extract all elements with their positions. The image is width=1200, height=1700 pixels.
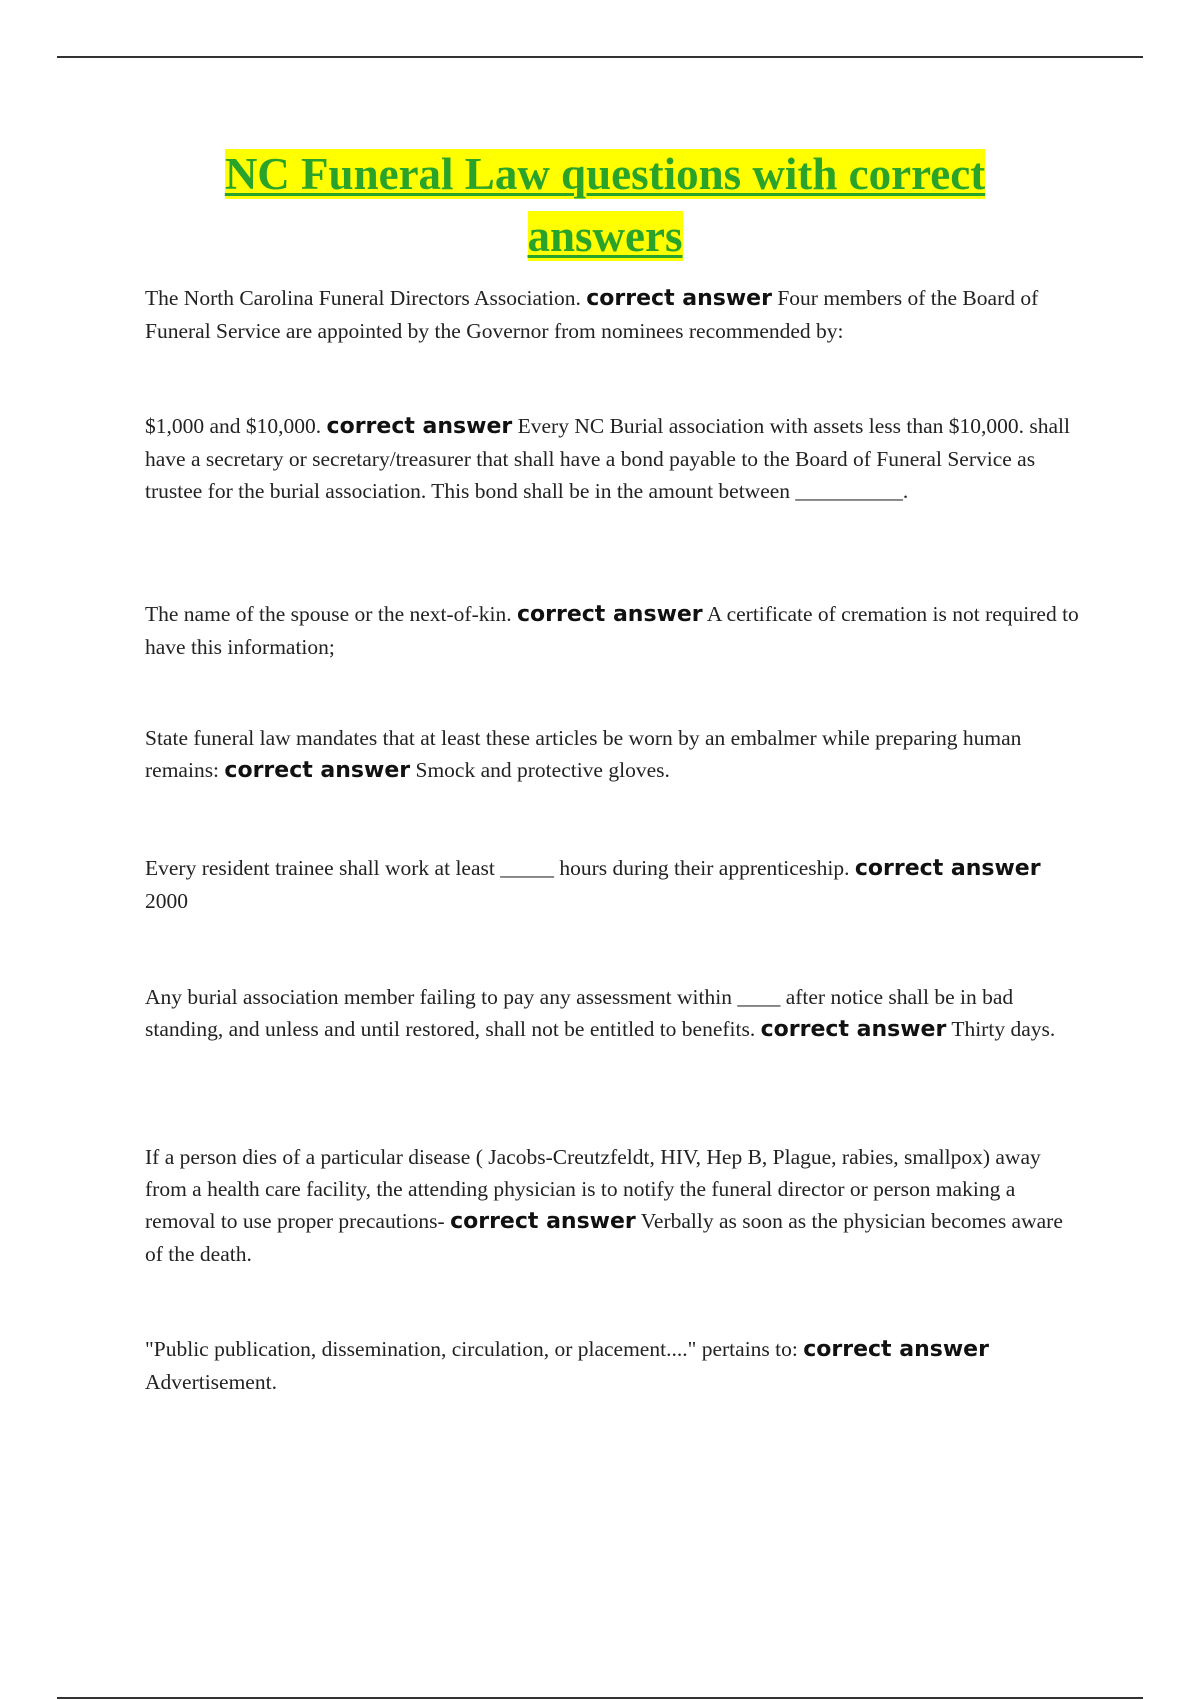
qa-entry-1 xyxy=(145,282,1085,347)
qa-entry-3 xyxy=(145,598,1085,663)
entry-tail: 2000 xyxy=(145,889,188,913)
entry-lead: The name of the spouse or the next-of-kin. xyxy=(145,602,512,626)
entry-tail: Thirty days. xyxy=(951,1017,1056,1041)
page-title-text: NC Funeral Law questions with correct answers xyxy=(224,149,986,261)
correct-answer-label: correct answer xyxy=(854,856,1041,881)
entry-lead: $1,000 and $10,000. xyxy=(145,414,322,438)
qa-entry-5 xyxy=(145,852,1085,917)
entry-tail: Smock and protective gloves. xyxy=(415,758,670,782)
entry-tail: Verbally as soon as the physician becomes aware of the death. xyxy=(145,1209,1063,1266)
correct-answer-label: correct answer xyxy=(224,758,411,783)
entry-tail: Advertisement. xyxy=(145,1370,277,1394)
entry-tail: Four members of the Board of Funeral Service are appointed by the Governor from nominees recommended by: xyxy=(145,286,1039,343)
entry-lead: Every resident trainee shall work at least _____ hours during their apprenticeship. xyxy=(145,856,850,880)
page-title xyxy=(145,143,1065,267)
qa-entry-6 xyxy=(145,981,1085,1046)
correct-answer-label: correct answer xyxy=(760,1017,947,1042)
correct-answer-label: correct answer xyxy=(326,414,513,439)
qa-entry-7 xyxy=(145,1141,1085,1270)
qa-entry-8 xyxy=(145,1333,1085,1398)
correct-answer-label: correct answer xyxy=(803,1337,989,1362)
qa-entry-4 xyxy=(145,722,1085,787)
correct-answer-label: correct answer xyxy=(586,286,772,311)
entry-tail: Every NC Burial association with assets less than $10,000. shall have a secretary or secretary/treasurer that shall have a bond payable to the Board of Funeral Service as trustee for the burial association. This bond shall be in the amount between __________. xyxy=(145,414,1070,503)
entry-lead: "Public publication, dissemination, circulation, or placement...." pertains to: xyxy=(145,1337,798,1361)
entry-lead: Any burial association member failing to pay any assessment within ____ after notice shall be in bad standing, and unless and until restored, shall not be entitled to benefits. xyxy=(145,985,1014,1041)
top-rule xyxy=(57,56,1143,58)
bottom-rule xyxy=(57,1697,1143,1699)
qa-entry-2 xyxy=(145,410,1085,507)
entry-tail: A certificate of cremation is not required to have this information; xyxy=(145,602,1079,659)
entry-lead: The North Carolina Funeral Directors Association. xyxy=(145,286,581,310)
entry-lead: If a person dies of a particular disease ( Jacobs-Creutzfeldt, HIV, Hep B, Plague, rabies, smallpox) away from a health care facility, the attending physician is to notify the funeral director or person making a removal to use proper precautions- xyxy=(145,1145,1041,1233)
entry-lead: State funeral law mandates that at least these articles be worn by an embalmer while preparing human remains: xyxy=(145,726,1022,782)
correct-answer-label: correct answer xyxy=(516,602,703,627)
correct-answer-label: correct answer xyxy=(450,1209,636,1234)
